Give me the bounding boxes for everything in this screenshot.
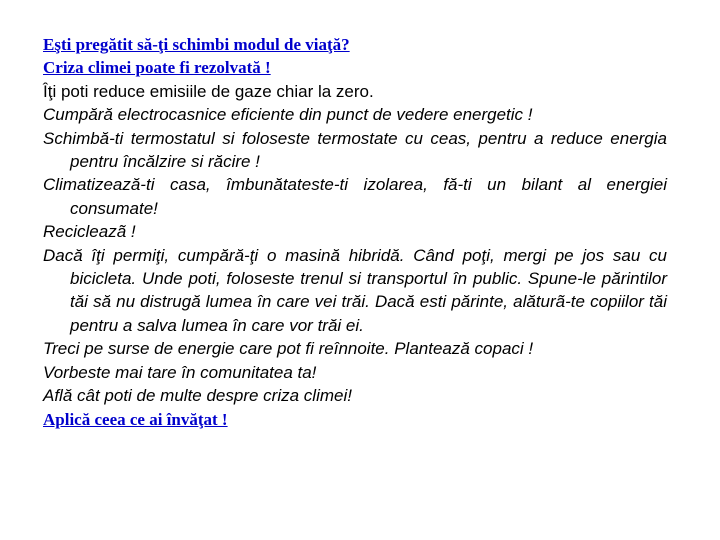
paragraph-renewable-energy: Treci pe surse de energie care pot fi reînnoite. Plantează copaci ! xyxy=(43,339,534,359)
paragraph-learn-more: Află cât poti de multe despre criza climei! xyxy=(43,386,352,406)
paragraph-transport: Dacă îţi permiţi, cumpără-ţi o masină hibridă. Când poţi, mergi pe jos sau cu bicicleta. Unde poti, foloseste trenul si transportul în public. Spune-le părintilor tăi să nu distrugă lumea în care vei trăi. Dacă esti părinte, alăturã-te copiilor tăi pentru a salva lumea în care vor trăi ei. xyxy=(43,245,667,335)
paragraph-thermostat: Schimbă-ti termostatul si foloseste termostate cu ceas, pentru a reduce energia pentru încălzire si răcire ! xyxy=(43,128,667,172)
heading-link-preparedness[interactable]: Eşti pregătit să-ţi schimbi modul de viaţă? xyxy=(43,35,350,54)
paragraph-reduce-emissions: Îţi poti reduce emisiile de gaze chiar la zero. xyxy=(43,81,374,101)
paragraph-insulation: Climatizează-ti casa, îmbunătateste-ti izolarea, fă-ti un bilant al energiei consumate! xyxy=(43,175,667,218)
paragraph-efficient-appliances: Cumpără electrocasnice eficiente din punct de vedere energetic ! xyxy=(43,105,533,125)
heading-link-climate-crisis[interactable]: Criza climei poate fi rezolvată ! xyxy=(43,58,271,78)
paragraph-recycle: Recicleazã ! xyxy=(43,222,136,242)
footer-link-apply[interactable]: Aplică ceea ce ai învăţat ! xyxy=(43,409,228,429)
paragraph-community: Vorbeste mai tare în comunitatea ta! xyxy=(43,362,317,382)
slide-content xyxy=(43,33,667,431)
